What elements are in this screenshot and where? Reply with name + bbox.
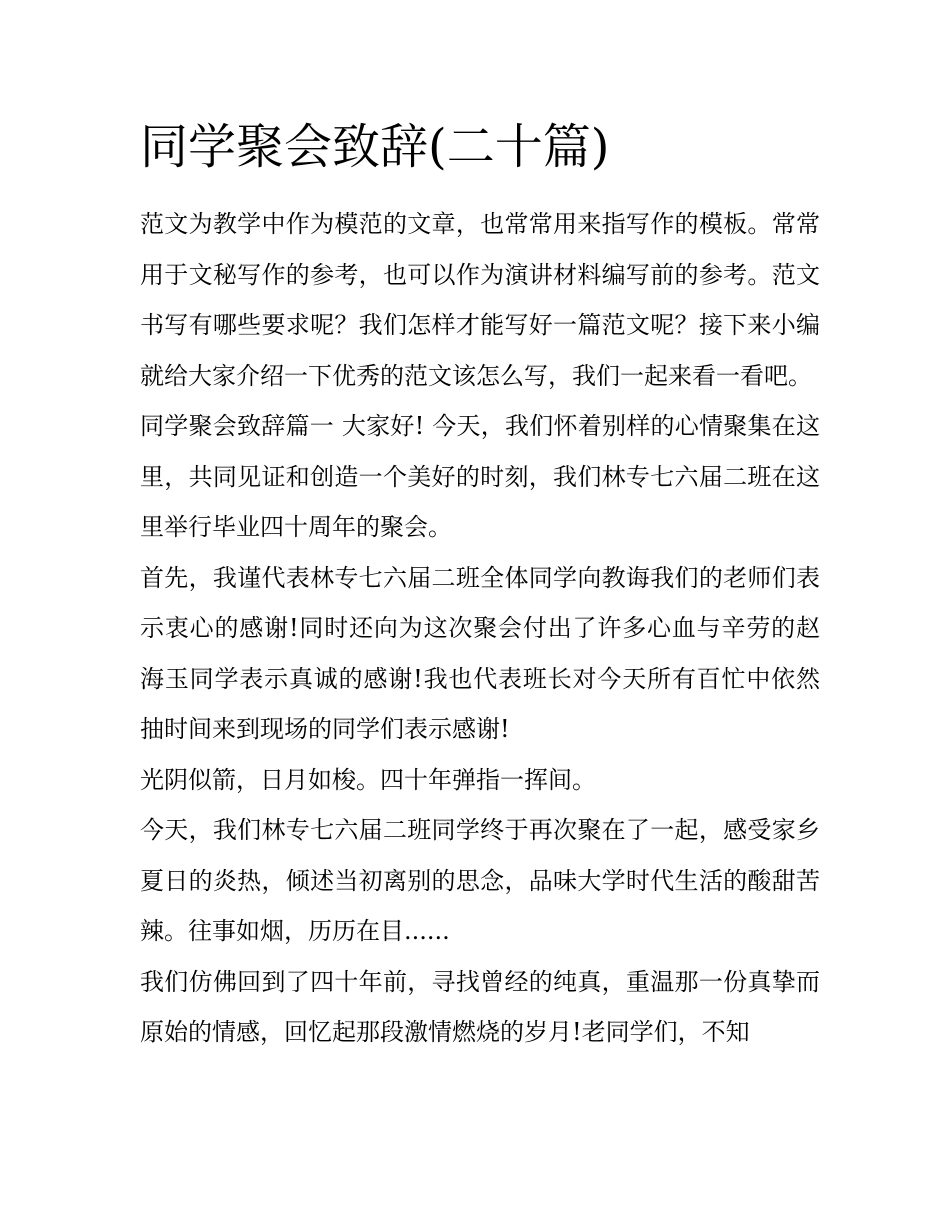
paragraph-greeting: 同学聚会致辞篇一 大家好! 今天，我们怀着别样的心情聚集在这里，共同见证和创造一个美好的时刻，我们林专七六届二班在这里举行毕业四十周年的聚会。 — [140, 412, 820, 541]
paragraph-thanks: 首先，我谨代表林专七六届二班全体同学向教诲我们的老师们表示衷心的感谢!同时还向为这次聚会付出了许多心血与辛劳的赵海玉同学表示真诚的感谢!我也代表班长对今天所有百忙中依然抽时间来到现场的同学们表示感谢! — [140, 563, 820, 743]
paragraph-intro: 范文为教学中作为模范的文章，也常常用来指写作的模板。常常用于文秘写作的参考，也可以作为演讲材料编写前的参考。范文书写有哪些要求呢？我们怎样才能写好一篇范文呢？接下来小编就给大家介绍一下优秀的范文该怎么写，我们一起来看一看吧。 — [140, 210, 820, 390]
paragraph-reunion: 今天，我们林专七六届二班同学终于再次聚在了一起，感受家乡夏日的炎热，倾述当初离别的思念，品味大学时代生活的酸甜苦辣。往事如烟，历历在目...... — [140, 816, 820, 945]
paragraph-memories: 我们仿佛回到了四十年前，寻找曾经的纯真，重温那一份真挚而原始的情感，回忆起那段激情燃烧的岁月!老同学们，不知 — [140, 967, 820, 1046]
document-body — [140, 199, 820, 1058]
paragraph-time: 光阴似箭，日月如梭。四十年弹指一挥间。 — [140, 765, 596, 794]
document-title: 同学聚会致辞(二十篇) — [140, 119, 610, 175]
